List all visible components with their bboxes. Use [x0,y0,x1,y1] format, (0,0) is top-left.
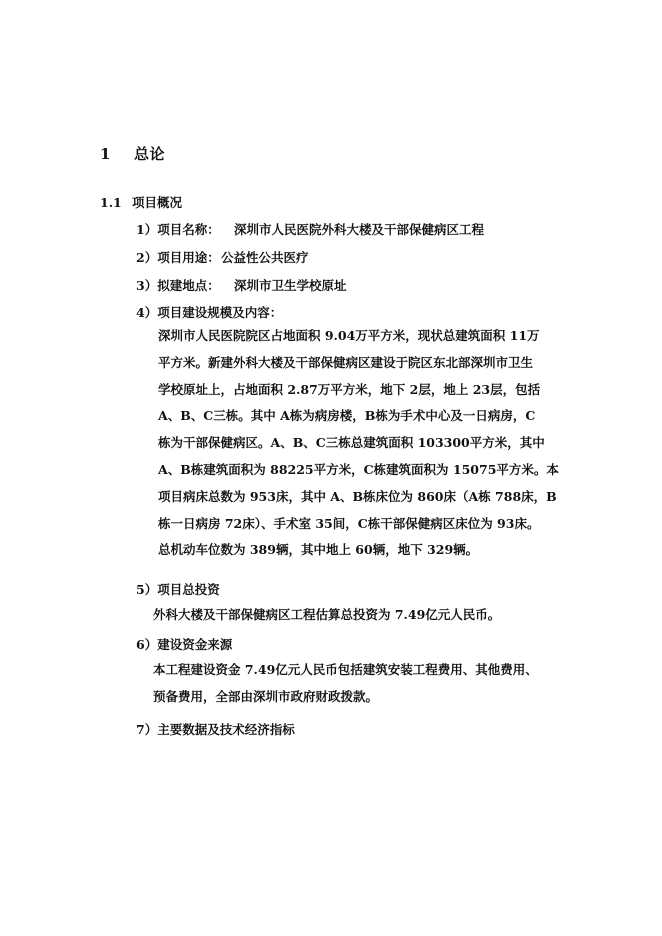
item-label: 2）项目用途： [136,250,220,265]
paragraph-line: 总机动车位数为 389辆，其中地上 60辆，地下 329辆。 [158,542,479,558]
paragraph-line: 平方米。新建外科大楼及干部保健病区建设于院区东北部深圳市卫生 [158,354,534,370]
paragraph-line: A、B栋建筑面积为 88225平方米，C栋建筑面积为 15075平方米。本 [158,461,559,477]
paragraph-line: 深圳市人民医院院区占地面积 9.04万平方米，现状总建筑面积 11万 [158,328,540,343]
item-label: 3）拟建地点： [136,278,220,293]
section-title: 项目概况 [132,195,183,210]
item-funding-source [136,635,232,653]
chapter-heading [100,143,165,164]
item-key-indicators [136,720,295,738]
item-project-use [136,248,309,266]
item-label: 5）项目总投资 [136,582,220,597]
chapter-title: 总论 [134,145,166,163]
item-project-site [136,276,347,294]
paragraph-line: 学校原址上，占地面积 2.87万平方米，地下 2层，地上 23层，包括 [158,381,541,397]
scale-paragraph [158,323,578,564]
funding-paragraph [153,656,583,710]
item-total-investment [136,580,220,598]
paragraph-line: 栋为干部保健病区。A、B、C三栋总建筑面积 103300平方米，其中 [158,435,545,451]
paragraph-line: 项目病床总数为 953床，其中 A、B栋床位为 860床（A栋 788床，B [158,488,557,504]
item-project-name [136,220,485,238]
item-label: 6）建设资金来源 [136,637,233,652]
paragraph-line: 预备费用，全部由深圳市政府财政拨款。 [153,689,379,704]
paragraph-line: 栋一日病房 72床）、手术室 35间，C栋干部保健病区床位为 93床。 [158,515,540,531]
investment-paragraph [153,601,583,628]
paragraph-line: 外科大楼及干部保健病区工程估算总投资为 7.49亿元人民币。 [153,607,501,622]
item-label: 7）主要数据及技术经济指标 [136,722,295,737]
section-number: 1.1 [100,195,122,210]
item-value: 深圳市卫生学校原址 [234,278,347,293]
paragraph-line: A、B、C三栋。其中 A栋为病房楼，B栋为手术中心及一日病房，C [158,408,536,424]
paragraph-line: 本工程建设资金 7.49亿元人民币包括建筑安装工程费用、其他费用、 [153,662,538,677]
item-value: 深圳市人民医院外科大楼及干部保健病区工程 [234,222,485,237]
item-label: 1）项目名称： [136,222,220,237]
section-heading [100,193,182,211]
item-project-scale [136,303,282,321]
item-label: 4）项目建设规模及内容： [136,305,283,320]
chapter-number: 1 [100,145,111,163]
item-value: 公益性公共医疗 [221,250,309,265]
